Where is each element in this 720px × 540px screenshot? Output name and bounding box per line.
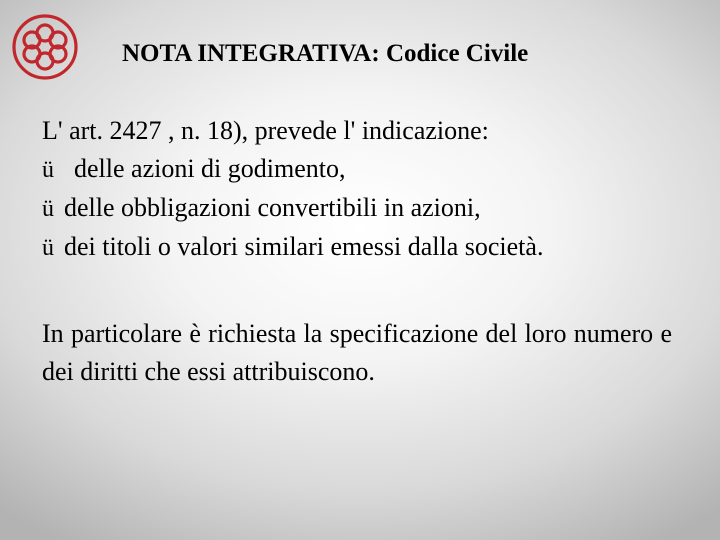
list-item: [42, 228, 672, 267]
checkmark-icon: ü: [42, 157, 54, 183]
list-item-text: delle azioni di godimento,: [74, 154, 346, 183]
list-item: [42, 189, 672, 228]
slide-title: NOTA INTEGRATIVA: Codice Civile: [122, 40, 529, 67]
checkmark-icon: ü: [42, 196, 54, 222]
intro-line: L' art. 2427 , n. 18), prevede l' indicazione:: [42, 116, 489, 145]
list-item-text: dei titoli o valori similari emessi dalla società.: [64, 232, 544, 261]
list-item-text: delle obbligazioni convertibili in azioni,: [64, 193, 481, 222]
slide-body: [42, 112, 672, 391]
ordine-logo-icon: [10, 12, 80, 82]
list-item: [42, 150, 672, 189]
checkmark-icon: ü: [42, 235, 54, 261]
closing-paragraph: In particolare è richiesta la specificazione del loro numero e dei diritti che essi attribuiscono.: [42, 319, 672, 386]
